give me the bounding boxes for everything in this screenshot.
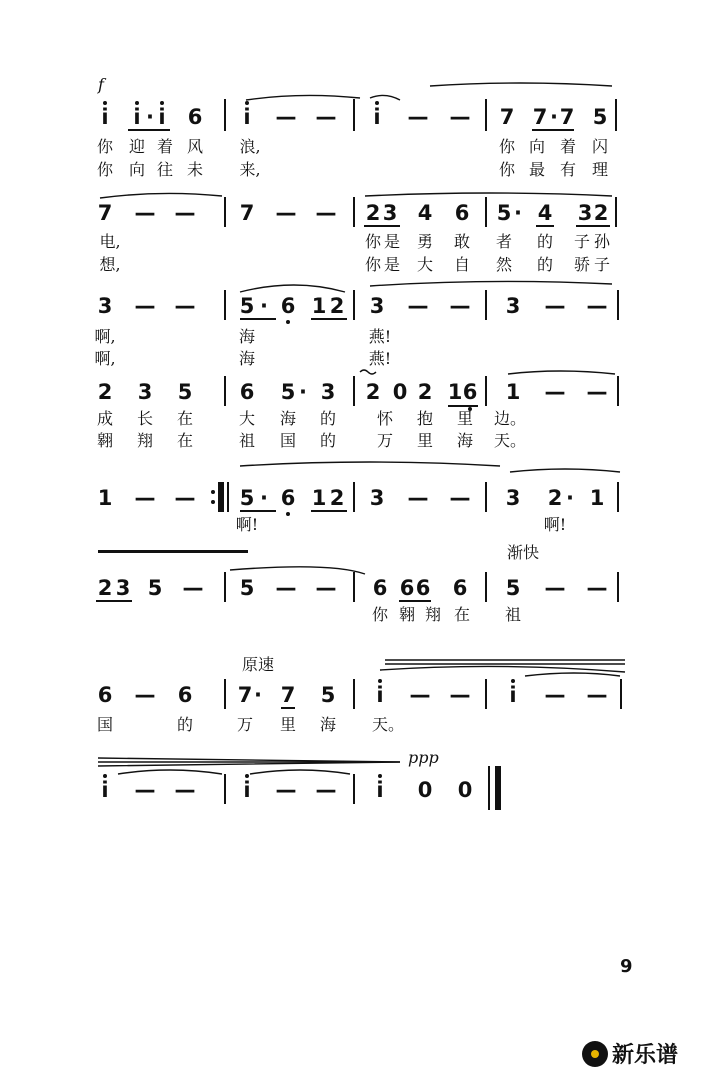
note: — [134, 201, 156, 225]
lyric: 翱 [398, 605, 416, 624]
note: — [409, 683, 431, 707]
note: i [509, 683, 517, 707]
note: — [449, 486, 471, 510]
note: 5 [320, 683, 336, 707]
lyric: 天。 [493, 431, 527, 450]
note: 1 [311, 294, 327, 318]
note: 5 [496, 201, 512, 225]
lyric: 你 [498, 137, 516, 156]
lyric: 燕! [368, 327, 392, 346]
note: · [146, 105, 154, 129]
turn-ornament [360, 370, 376, 374]
lyric: 最 [528, 160, 546, 179]
lyric: 祖 [504, 605, 522, 624]
tie-arc [525, 673, 620, 676]
lyric: 往 [156, 160, 174, 179]
tie-arc [430, 83, 612, 86]
note: i [376, 778, 384, 802]
note: i [158, 105, 166, 129]
lyric: 向 [528, 137, 546, 156]
upper-octave-dot [135, 101, 139, 105]
lyric: 风 [186, 137, 204, 156]
note: — [315, 105, 337, 129]
tie-arc [370, 281, 612, 286]
logo-text: 新乐谱 [612, 1043, 679, 1068]
note: 1 [505, 380, 521, 404]
upper-octave-dot [511, 679, 515, 683]
lyric: 想, [99, 255, 121, 274]
note: 6 [177, 683, 193, 707]
lyric: 有 [559, 160, 577, 179]
tie-arc [250, 770, 350, 774]
note: i [376, 683, 384, 707]
lyric: 啊! [543, 515, 567, 534]
note: 7 [237, 683, 253, 707]
note: 6 [372, 576, 388, 600]
slur-arc [240, 462, 500, 466]
tie-arc [508, 371, 615, 374]
lyric: 里 [416, 431, 434, 450]
note: — [315, 201, 337, 225]
upper-octave-dot [160, 101, 164, 105]
lyric: 祖 [238, 431, 256, 450]
lyric: 里 [279, 715, 297, 734]
note: 6 [280, 294, 296, 318]
note: 1 [589, 486, 605, 510]
lyric: 大 [416, 255, 434, 274]
note: 2 [97, 576, 113, 600]
upper-octave-dot [378, 679, 382, 683]
lyric: 是 [383, 232, 401, 251]
note: 5 [280, 380, 296, 404]
lyric: 万 [236, 715, 254, 734]
a-tempo-marking: 原速 [242, 655, 275, 674]
lyric: 浪, [239, 137, 261, 156]
tie-arc [370, 95, 400, 100]
note: — [174, 486, 196, 510]
lyric: 啊! [235, 515, 259, 534]
note: — [134, 778, 156, 802]
lyric: 你 [498, 160, 516, 179]
note: 7 [499, 105, 515, 129]
lyric: 国 [96, 715, 114, 734]
lyric: 海 [238, 349, 256, 368]
lyric: 万 [376, 431, 394, 450]
ppp-marking: ppp [408, 748, 439, 767]
note: — [586, 683, 608, 707]
note: · [550, 105, 558, 129]
note: — [174, 294, 196, 318]
note: i [101, 105, 109, 129]
note: 5 [505, 576, 521, 600]
lyric: 抱 [416, 409, 434, 428]
note: 3 [382, 201, 398, 225]
lyric: 你 [371, 605, 389, 624]
lyric: 边。 [493, 409, 527, 428]
note: 7 [280, 683, 296, 707]
note: — [586, 380, 608, 404]
lyric: 啊, [94, 327, 116, 346]
page-number: 9 [620, 956, 633, 977]
note: — [407, 294, 429, 318]
lyric: 在 [176, 409, 194, 428]
tie-arc [118, 770, 222, 774]
note: — [134, 486, 156, 510]
lyric: 你 [96, 137, 114, 156]
note: — [586, 294, 608, 318]
lyric: 的 [176, 715, 194, 734]
note: — [586, 576, 608, 600]
note: — [275, 201, 297, 225]
note: — [544, 380, 566, 404]
forte-marking: f [98, 75, 104, 94]
upper-octave-dot [245, 774, 249, 778]
note: i [243, 105, 251, 129]
note: 2 [365, 201, 381, 225]
lyric: 海 [238, 327, 256, 346]
note: 7 [532, 105, 548, 129]
lyric: 在 [453, 605, 471, 624]
note: 6 [454, 201, 470, 225]
upper-octave-dot [245, 101, 249, 105]
lyric: 的 [536, 232, 554, 251]
note: — [182, 576, 204, 600]
note: 5 [177, 380, 193, 404]
note: — [449, 105, 471, 129]
note: 7 [239, 201, 255, 225]
lyric: 自 [453, 255, 471, 274]
lyric: 骄 [573, 255, 591, 274]
lyric: 迎 [128, 137, 146, 156]
note: 2 [593, 201, 609, 225]
lyric: 燕! [368, 349, 392, 368]
note: · [260, 294, 268, 318]
note: — [275, 778, 297, 802]
note: 6 [415, 576, 431, 600]
tie-arc [230, 567, 365, 574]
note: 0 [417, 778, 433, 802]
lyric: 勇 [416, 232, 434, 251]
site-logo [582, 1038, 678, 1069]
tie-arc [510, 469, 620, 472]
note: — [315, 576, 337, 600]
note: 3 [505, 294, 521, 318]
accelerando-marking: 渐快 [507, 543, 540, 562]
note: 5 [239, 486, 255, 510]
note: 3 [577, 201, 593, 225]
note: 6 [187, 105, 203, 129]
note: — [544, 576, 566, 600]
note: 6 [452, 576, 468, 600]
note: 1 [97, 486, 113, 510]
note: 1 [311, 486, 327, 510]
lyric: 未 [186, 160, 204, 179]
lyric: 里 [456, 409, 474, 428]
note: — [544, 294, 566, 318]
lyric: 理 [591, 160, 609, 179]
tie-arc [380, 666, 625, 672]
lyric: 在 [176, 431, 194, 450]
note: i [243, 778, 251, 802]
lyric: 天。 [371, 715, 405, 734]
note: 3 [115, 576, 131, 600]
lyric: 者 [495, 232, 513, 251]
note: 6 [399, 576, 415, 600]
upper-octave-dot [103, 774, 107, 778]
note: 1 [447, 380, 463, 404]
tie-arc [100, 193, 222, 198]
note: 5 [239, 576, 255, 600]
lyric: 的 [319, 431, 337, 450]
note: 5 [239, 294, 255, 318]
note: · [254, 683, 262, 707]
note: 2 [365, 380, 381, 404]
lyric: 向 [128, 160, 146, 179]
note: 7 [559, 105, 575, 129]
note: — [174, 778, 196, 802]
note: 2 [547, 486, 563, 510]
lyric: 是 [383, 255, 401, 274]
note: — [134, 294, 156, 318]
note: 6 [280, 486, 296, 510]
record-disc-icon [582, 1041, 608, 1067]
note: · [260, 486, 268, 510]
lyric: 敢 [453, 232, 471, 251]
note: — [134, 683, 156, 707]
tie-arc [246, 95, 360, 100]
note: 0 [457, 778, 473, 802]
note: — [315, 778, 337, 802]
lyric: 大 [238, 409, 256, 428]
note: 3 [320, 380, 336, 404]
note: 3 [137, 380, 153, 404]
note: — [449, 683, 471, 707]
note: 2 [329, 294, 345, 318]
note: 6 [239, 380, 255, 404]
note: — [407, 486, 429, 510]
lyric: 怀 [376, 409, 394, 428]
lyric: 啊, [94, 349, 116, 368]
lyric: 的 [319, 409, 337, 428]
note: 2 [329, 486, 345, 510]
note: i [101, 778, 109, 802]
note: 6 [97, 683, 113, 707]
lyric: 你 [364, 255, 382, 274]
lyric: 孙 [593, 232, 611, 251]
lyric: 翱 [96, 431, 114, 450]
lyric: 海 [456, 431, 474, 450]
note: 7 [97, 201, 113, 225]
tie-arc [365, 193, 612, 196]
note: · [299, 380, 307, 404]
note: i [133, 105, 141, 129]
upper-octave-dot [375, 101, 379, 105]
lyric: 电, [99, 232, 121, 251]
note: — [449, 294, 471, 318]
note: 3 [369, 294, 385, 318]
lyric: 着 [559, 137, 577, 156]
lyric: 国 [279, 431, 297, 450]
lyric: 闪 [591, 137, 609, 156]
note: 5 [147, 576, 163, 600]
note: — [275, 105, 297, 129]
note: 3 [369, 486, 385, 510]
note: 0 [392, 380, 408, 404]
lyric: 成 [96, 409, 114, 428]
note: 4 [537, 201, 553, 225]
upper-octave-dot [378, 774, 382, 778]
upper-octave-dot [103, 101, 107, 105]
lyric: 来, [239, 160, 261, 179]
slur-arc [240, 285, 345, 292]
note: 5 [592, 105, 608, 129]
note: 3 [97, 294, 113, 318]
lyric: 海 [279, 409, 297, 428]
note: — [544, 683, 566, 707]
note: i [373, 105, 381, 129]
lyric: 翔 [136, 431, 154, 450]
note: — [407, 105, 429, 129]
note: 2 [417, 380, 433, 404]
lyric: 长 [136, 409, 154, 428]
note: 6 [462, 380, 478, 404]
note: — [174, 201, 196, 225]
lyric: 子 [593, 255, 611, 274]
note: — [275, 576, 297, 600]
lyric: 海 [319, 715, 337, 734]
note: 4 [417, 201, 433, 225]
note: 3 [505, 486, 521, 510]
lyric: 你 [364, 232, 382, 251]
lyric: 然 [495, 255, 513, 274]
lyric: 你 [96, 160, 114, 179]
lyric: 的 [536, 255, 554, 274]
note: · [566, 486, 574, 510]
lyric: 翔 [424, 605, 442, 624]
lyric: 着 [156, 137, 174, 156]
lyric: 子 [573, 232, 591, 251]
note: · [514, 201, 522, 225]
note: 2 [97, 380, 113, 404]
